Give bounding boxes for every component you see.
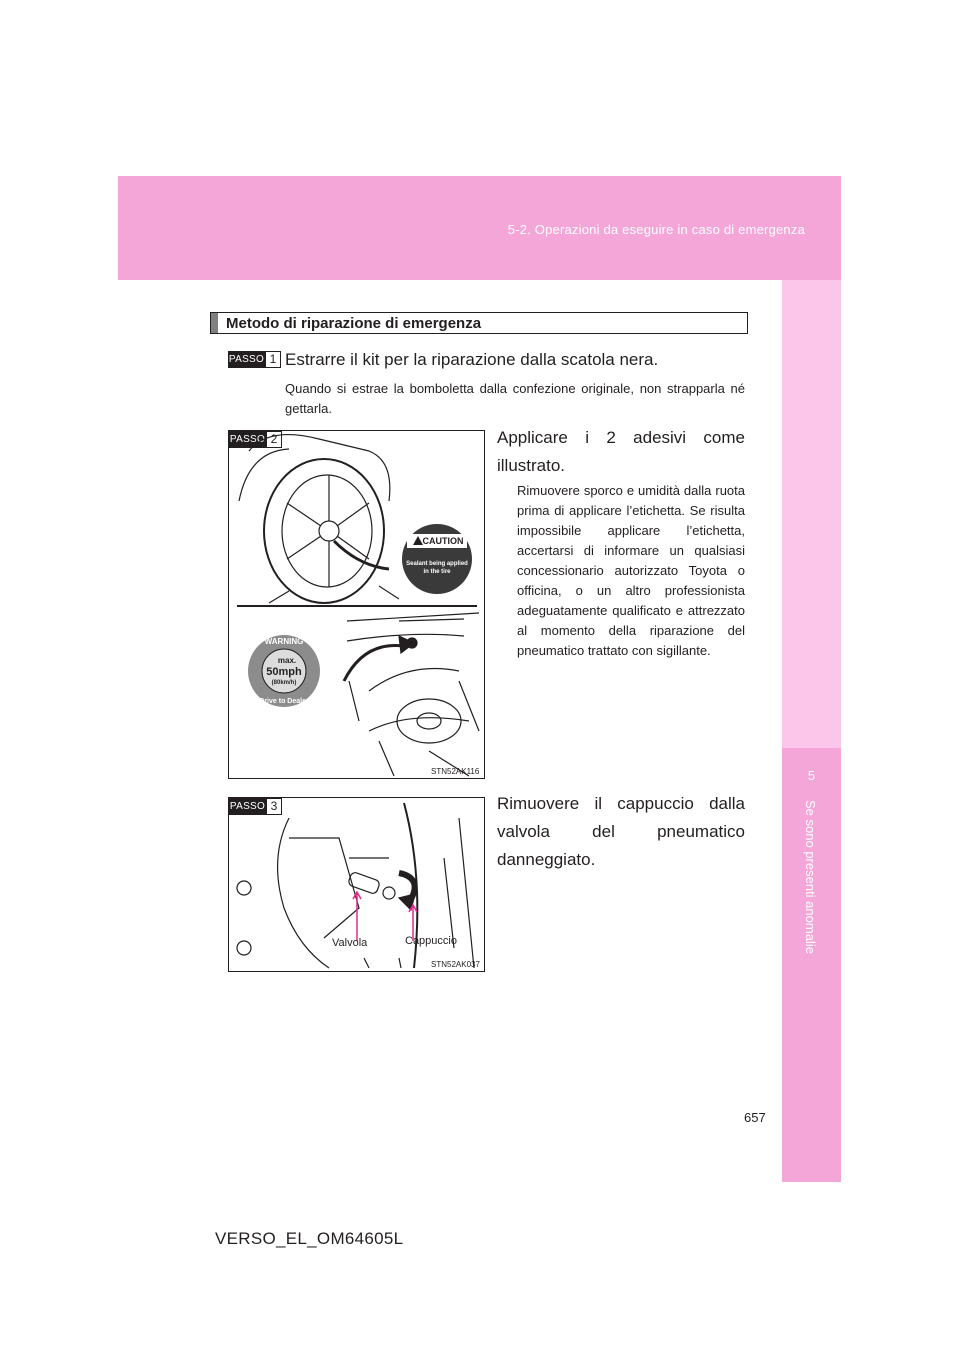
page-number: 657	[744, 1110, 766, 1125]
warning-speed-alt: (80km/h)	[271, 680, 297, 686]
heading-bar	[211, 313, 218, 333]
step-1-title: Estrarre il kit per la riparazione dalla scatola nera.	[285, 350, 659, 369]
step-1-note: Quando si estrae la bomboletta dalla confezione originale, non strapparla né gettarla.	[285, 381, 745, 416]
section-heading-text: Metodo di riparazione di emergenza	[226, 315, 482, 332]
warning-top: WARNING	[264, 637, 304, 646]
section-heading	[210, 312, 748, 334]
step-2-title: Applicare i 2 adesivi come illustrato.	[497, 428, 745, 475]
step-1-badge	[228, 351, 280, 368]
step-3-figure	[228, 797, 485, 972]
valve-label: Valvola	[332, 937, 368, 949]
step-2-body: Rimuovere sporco e umidità dalla ruota prima di applicare l’etichetta. Se risulta impossibile applicare l’etichetta, accertarsi di informare un qualsiasi concessionario autorizzato Toyota o officina, o un altro professionista adeguatamente qualificato e attrezzato al momento della riparazione del pneumatico trattato con sigillante.	[517, 483, 745, 658]
step-2-figure	[228, 430, 485, 779]
chapter-tab	[782, 748, 841, 1182]
warning-max: max.	[277, 656, 297, 665]
step-number: 2	[266, 431, 282, 448]
step-label: PASSO	[229, 431, 266, 448]
warning-bottom: Drive to Dealer	[259, 698, 309, 705]
step-label: PASSO	[229, 798, 266, 815]
chapter-title: Se sono presenti anomalie	[803, 800, 818, 954]
footer-document-code: VERSO_EL_OM64605L	[215, 1229, 404, 1248]
figure-code: STN52AK116	[431, 767, 480, 776]
cap-label: Cappuccio	[405, 935, 457, 947]
caution-line-2: in the tire	[423, 569, 451, 575]
step-label: PASSO	[228, 351, 265, 368]
caution-title: CAUTION	[422, 536, 464, 546]
step-number: 3	[266, 798, 282, 815]
header-band	[118, 176, 841, 280]
warning-speed: 50mph	[266, 666, 302, 678]
section-breadcrumb: 5-2. Operazioni da eseguire in caso di emergenza	[507, 222, 805, 237]
step-number: 1	[265, 351, 281, 368]
wheel-and-dashboard-illustration	[229, 431, 484, 778]
caution-line-1: Sealant being applied	[406, 561, 468, 567]
step-3-title: Rimuovere il cappuccio dalla valvola del pneumatico danneggiato.	[497, 794, 745, 869]
figure-code: STN52AK037	[431, 960, 480, 969]
chapter-number: 5	[807, 768, 816, 783]
